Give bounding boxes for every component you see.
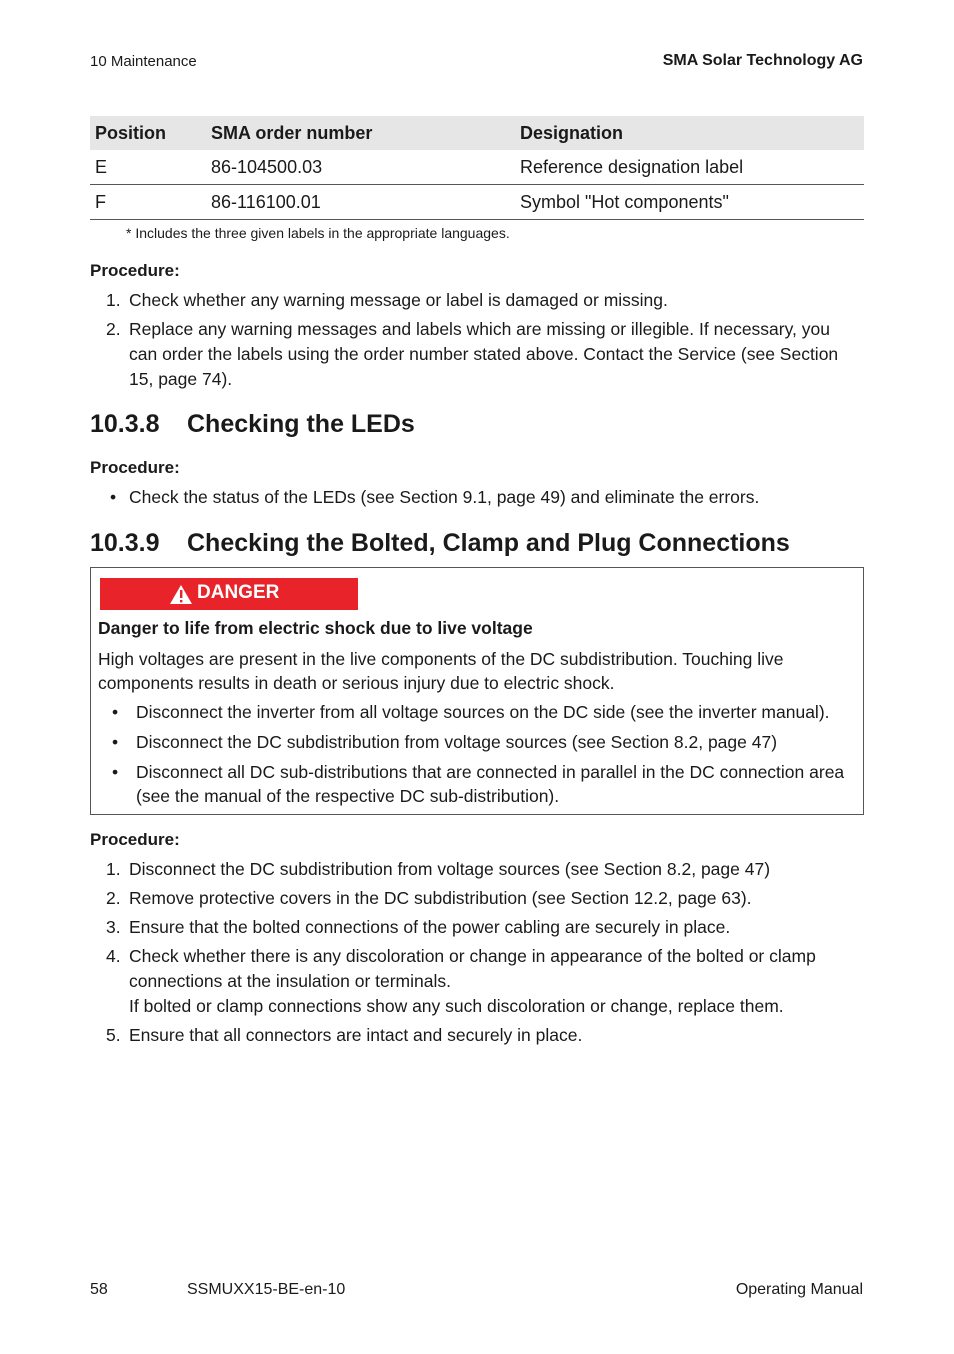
- danger-measures: [98, 700, 858, 814]
- step-text: Remove protective covers in the DC subdistribution (see Section 12.2, page 63).: [129, 888, 752, 908]
- list-item: [90, 317, 839, 392]
- danger-description: High voltages are present in the live components of the DC subdistribution. Touching live components results in death or serious injury due to electric shock.: [98, 649, 784, 693]
- table-row: [90, 185, 864, 220]
- bullet: •: [112, 732, 119, 752]
- bullet: •: [112, 702, 119, 722]
- section-number: 10.3.9: [90, 529, 160, 557]
- step-number: 2.: [106, 888, 121, 908]
- page-number: 58: [90, 1281, 108, 1298]
- step-text: Check whether any warning message or label is damaged or missing.: [129, 290, 668, 310]
- table-row: [90, 150, 864, 185]
- step-text: Ensure that the bolted connections of the power cabling are securely in place.: [129, 917, 731, 937]
- list-item: [98, 730, 858, 754]
- step-note: If bolted or clamp connections show any such discoloration or change, replace them.: [129, 996, 784, 1016]
- list-item: [90, 857, 850, 882]
- list-item: [90, 1023, 850, 1048]
- column-header-position: Position: [95, 123, 166, 143]
- document-type: Operating Manual: [735, 1281, 863, 1298]
- list-item: [98, 700, 858, 724]
- list-item: [90, 288, 850, 313]
- danger-title: Danger to life from electric shock due to live voltage: [98, 618, 533, 638]
- table-cell-designation: Symbol "Hot components": [520, 192, 729, 212]
- table-header-row: [90, 116, 864, 150]
- table-cell-order-number: 86-104500.03: [211, 157, 323, 177]
- list-item: [90, 886, 850, 911]
- list-item: [98, 760, 852, 808]
- step-text: Check the status of the LEDs (see Section 9.1, page 49) and eliminate the errors.: [129, 487, 760, 507]
- procedure-steps: [90, 857, 850, 1052]
- section-number: 10.3.8: [90, 410, 160, 438]
- section-heading-bolted: [90, 529, 790, 558]
- step-text: Ensure that all connectors are intact and securely in place.: [129, 1025, 583, 1045]
- column-header-designation: Designation: [520, 123, 624, 143]
- procedure-label: Procedure:: [90, 458, 180, 477]
- bullet: •: [110, 487, 117, 507]
- procedure-steps: [90, 485, 850, 514]
- section-title: Checking the LEDs: [187, 410, 415, 438]
- procedure-steps: [90, 288, 850, 396]
- danger-label: DANGER: [197, 582, 280, 603]
- table-footnote: * Includes the three given labels in the appropriate languages.: [126, 225, 510, 241]
- step-number: 3.: [106, 917, 121, 937]
- danger-banner: [100, 578, 358, 610]
- step-text: Disconnect the DC subdistribution from voltage sources (see Section 8.2, page 47): [129, 859, 771, 879]
- step-number: 5.: [106, 1025, 121, 1045]
- order-number-table: [90, 116, 864, 220]
- step-number: 2.: [106, 319, 121, 339]
- measure-text: Disconnect all DC sub-distributions that are connected in parallel in the DC connection area (see the manual of the respective DC sub-distribution).: [136, 762, 845, 806]
- table-cell-designation: Reference designation label: [520, 157, 744, 177]
- step-number: 4.: [106, 946, 121, 966]
- step-text: Replace any warning messages and labels which are missing or illegible. If necessary, you can order the labels using the order number stated above. Contact the Service (see Section 15, page 74).: [129, 319, 839, 389]
- procedure-label: Procedure:: [90, 830, 180, 849]
- column-header-order-number: SMA order number: [211, 123, 373, 143]
- step-number: 1.: [106, 290, 121, 310]
- running-header-chapter: 10 Maintenance: [90, 53, 197, 70]
- section-heading-leds: [90, 410, 415, 439]
- document-id: SSMUXX15-BE-en-10: [187, 1281, 346, 1298]
- running-header-company: SMA Solar Technology AG: [662, 52, 863, 69]
- step-number: 1.: [106, 859, 121, 879]
- table-cell-position: F: [95, 192, 106, 212]
- measure-text: Disconnect the inverter from all voltage sources on the DC side (see the inverter manual).: [136, 702, 830, 722]
- list-item: [90, 485, 850, 510]
- table-cell-order-number: 86-116100.01: [211, 192, 321, 212]
- bullet: •: [112, 762, 119, 782]
- step-text: Check whether there is any discoloration or change in appearance of the bolted or clamp connections at the insulation or terminals.: [129, 946, 816, 991]
- section-title: Checking the Bolted, Clamp and Plug Connections: [187, 529, 790, 557]
- measure-text: Disconnect the DC subdistribution from voltage sources (see Section 8.2, page 47): [136, 732, 778, 752]
- list-item: [90, 915, 850, 940]
- table-cell-position: E: [95, 157, 108, 177]
- procedure-label: Procedure:: [90, 261, 180, 280]
- list-item: [90, 944, 849, 1019]
